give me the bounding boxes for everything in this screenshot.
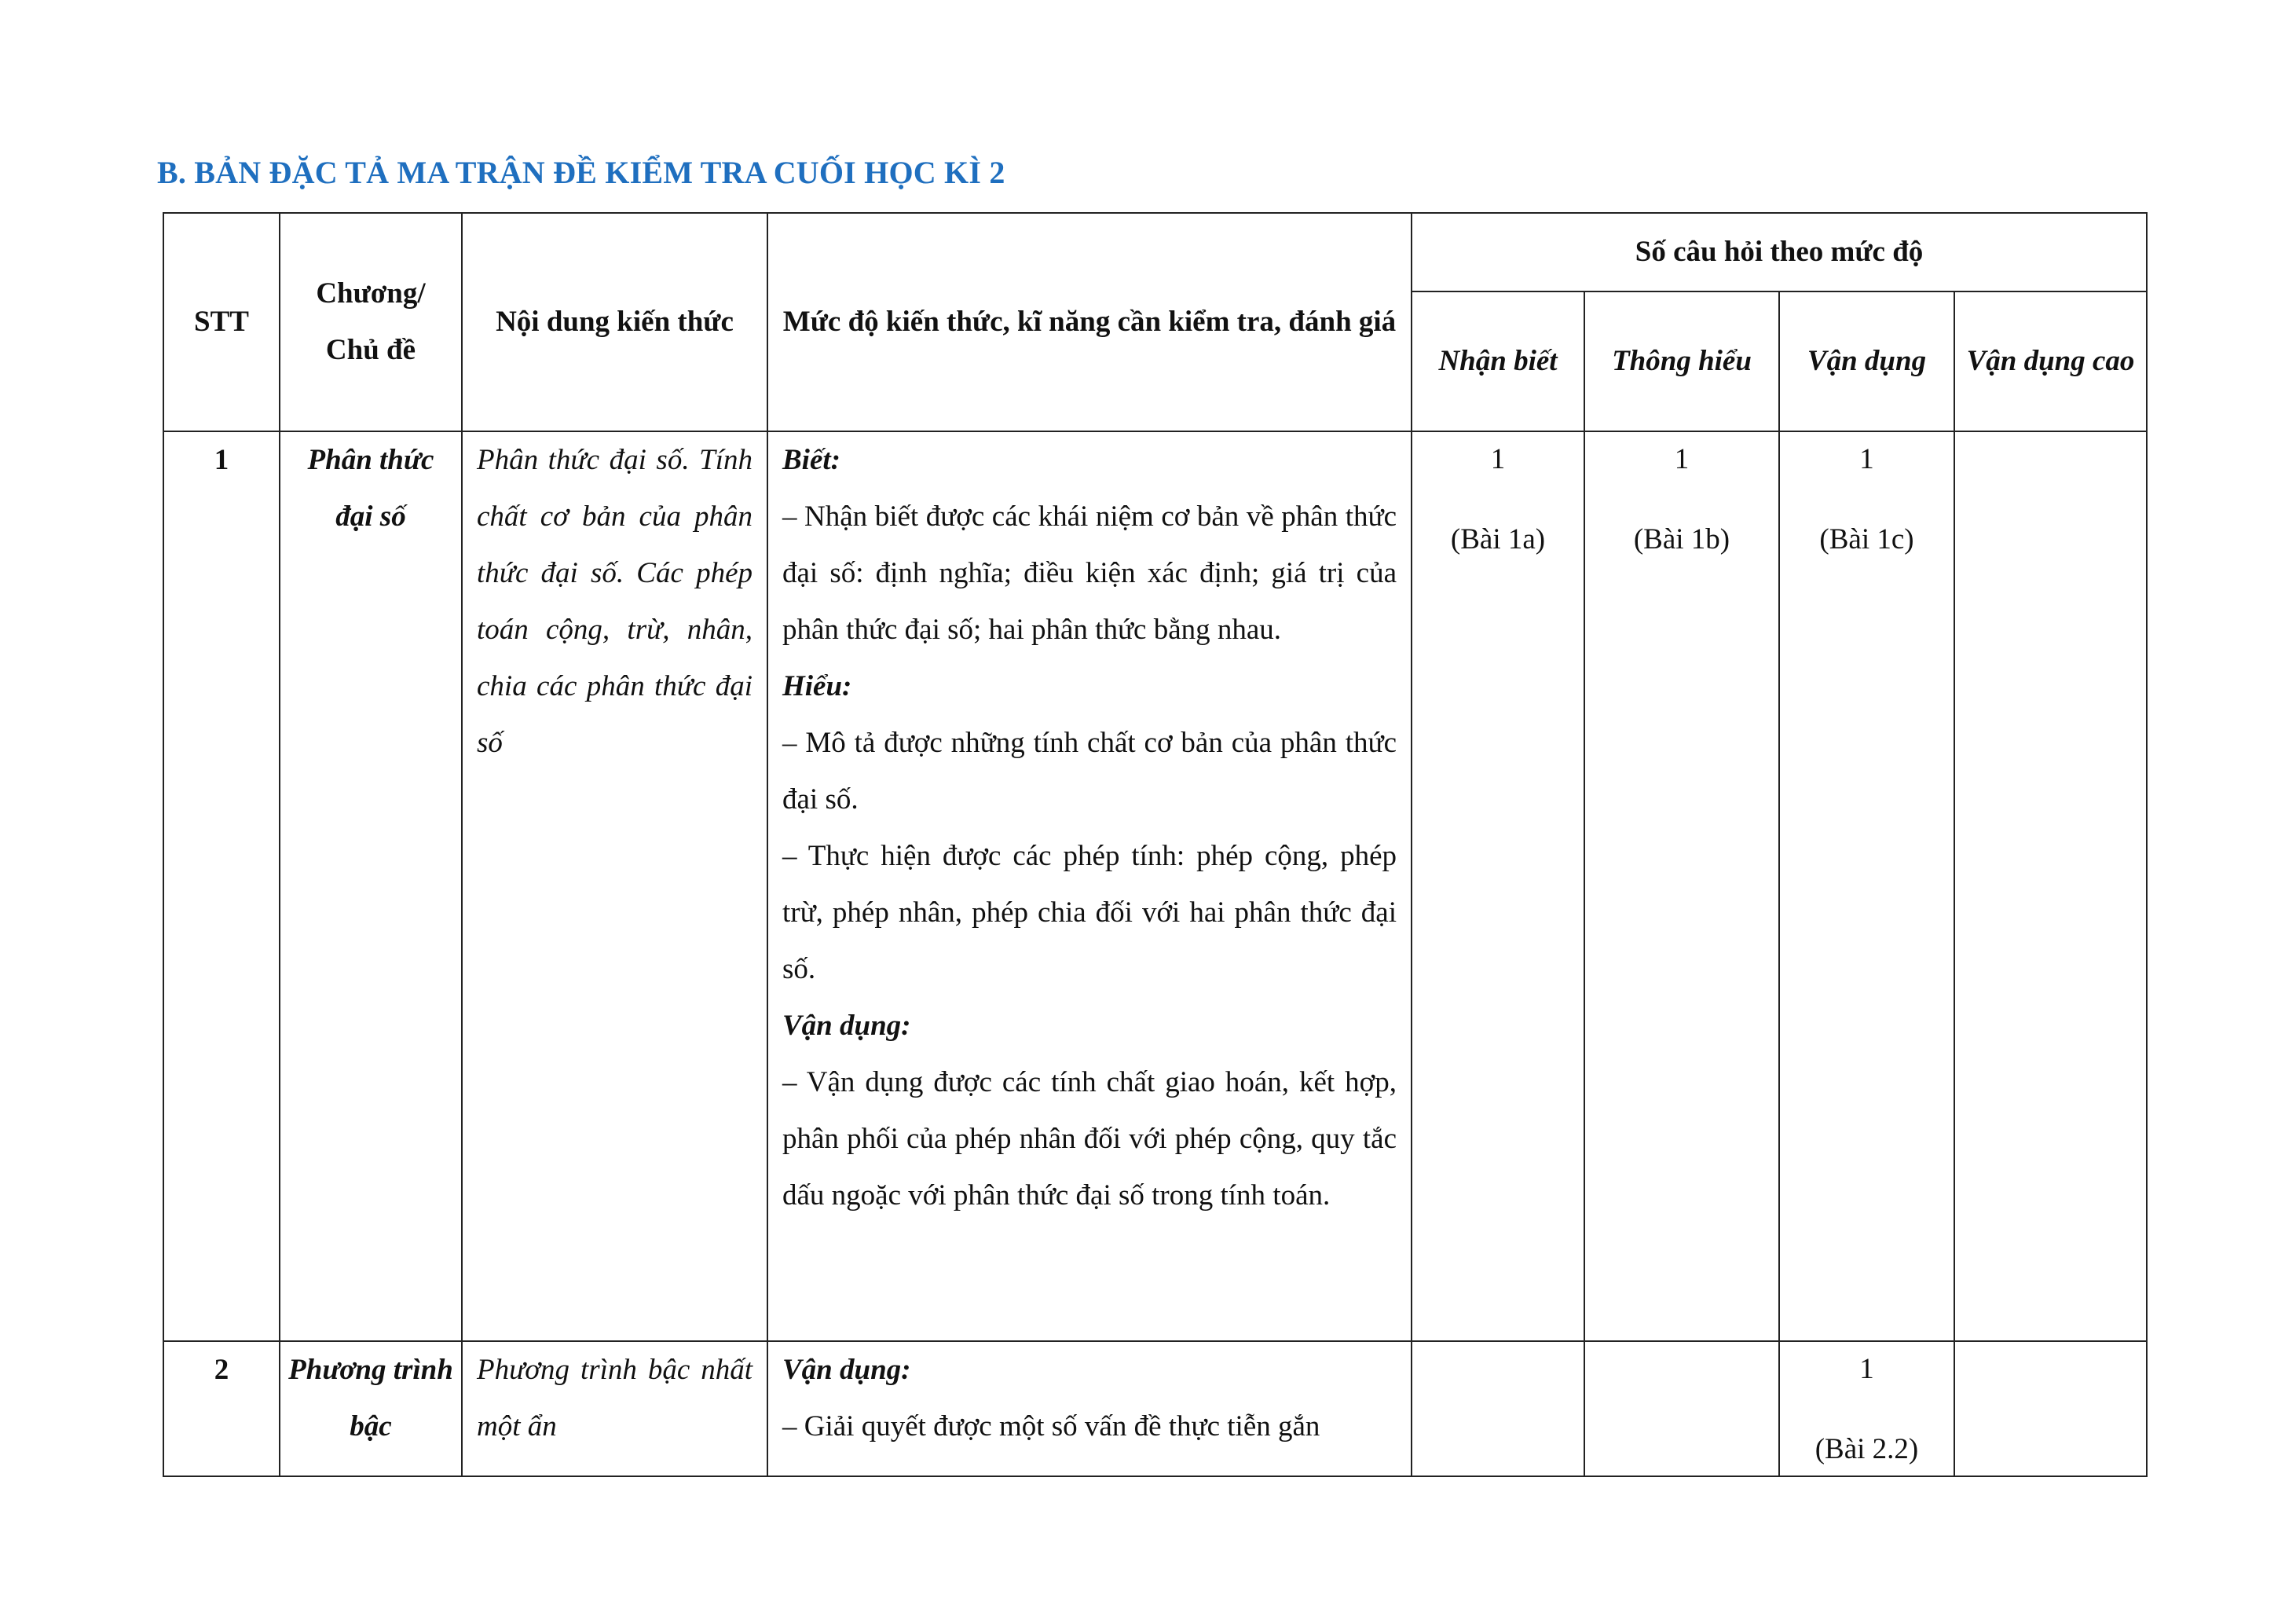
- header-nhan-biet: Nhận biết: [1412, 291, 1584, 431]
- level-line: – Mô tả được những tính chất cơ bản của phân thức đại số.: [782, 727, 1397, 816]
- count-thong-hieu: [1584, 431, 1779, 1341]
- table-row: [163, 1341, 2147, 1476]
- row-content: Phương trình bậc nhất một ẩn: [462, 1341, 767, 1476]
- section-title: B. BẢN ĐẶC TẢ MA TRẬN ĐỀ KIỂM TRA CUỐI HỌC KÌ 2: [157, 155, 1005, 190]
- level-heading-van-dung: Vận dụng:: [782, 1354, 911, 1386]
- header-content: Nội dung kiến thức: [462, 213, 767, 431]
- count-reference: (Bài 1b): [1633, 523, 1730, 555]
- level-line: – Giải quyết được một số vấn đề thực tiễn gắn: [782, 1410, 1320, 1443]
- count-van-dung: [1779, 431, 1954, 1341]
- count-number: 1: [1859, 1353, 1874, 1385]
- count-reference: (Bài 1c): [1819, 523, 1914, 555]
- header-thong-hieu: Thông hiểu: [1584, 291, 1779, 431]
- level-heading-van-dung: Vận dụng:: [782, 1010, 911, 1042]
- spec-table: [163, 212, 2148, 1477]
- count-number: 1: [1859, 443, 1874, 475]
- count-number: 1: [1490, 443, 1506, 475]
- count-number: 1: [1674, 443, 1690, 475]
- level-line: – Nhận biết được các khái niệm cơ bản về phân thức đại số: định nghĩa; điều kiện xác định; giá trị của phân thức đại số; hai phân thức bằng nhau.: [782, 500, 1397, 646]
- header-stt: STT: [163, 213, 280, 431]
- count-thong-hieu: [1584, 1341, 1779, 1476]
- count-van-dung: [1779, 1341, 1954, 1476]
- header-question-count: Số câu hỏi theo mức độ: [1412, 213, 2147, 291]
- count-nhan-biet: [1412, 431, 1584, 1341]
- row-stt: 1: [163, 431, 280, 1341]
- count-reference: (Bài 2.2): [1814, 1433, 1919, 1465]
- row-topic: Phương trình bậc: [280, 1341, 462, 1476]
- count-van-dung-cao: [1954, 431, 2147, 1341]
- row-topic: Phân thức đại số: [280, 431, 462, 1341]
- level-line: – Thực hiện được các phép tính: phép cộng, phép trừ, phép nhân, phép chia đối với hai phân thức đại số.: [782, 840, 1397, 985]
- row-stt: 2: [163, 1341, 280, 1476]
- count-van-dung-cao: [1954, 1341, 2147, 1476]
- level-line: – Vận dụng được các tính chất giao hoán, kết hợp, phân phối của phép nhân đối với phép cộng, quy tắc dấu ngoặc với phân thức đại số trong tính toán.: [782, 1066, 1397, 1212]
- header-levels: Mức độ kiến thức, kĩ năng cần kiểm tra, đánh giá: [767, 213, 1412, 431]
- table-row: [163, 431, 2147, 1341]
- level-heading-hieu: Hiểu:: [782, 670, 852, 702]
- header-topic: Chương/ Chủ đề: [280, 213, 462, 431]
- header-van-dung-cao: Vận dụng cao: [1954, 291, 2147, 431]
- count-nhan-biet: [1412, 1341, 1584, 1476]
- level-heading-biet: Biết:: [782, 444, 840, 476]
- row-content: Phân thức đại số. Tính chất cơ bản của phân thức đại số. Các phép toán cộng, trừ, nhân, chia các phân thức đại số: [462, 431, 767, 1341]
- count-reference: (Bài 1a): [1450, 523, 1546, 555]
- row-levels: [767, 1341, 1412, 1476]
- header-van-dung: Vận dụng: [1779, 291, 1954, 431]
- row-levels: [767, 431, 1412, 1341]
